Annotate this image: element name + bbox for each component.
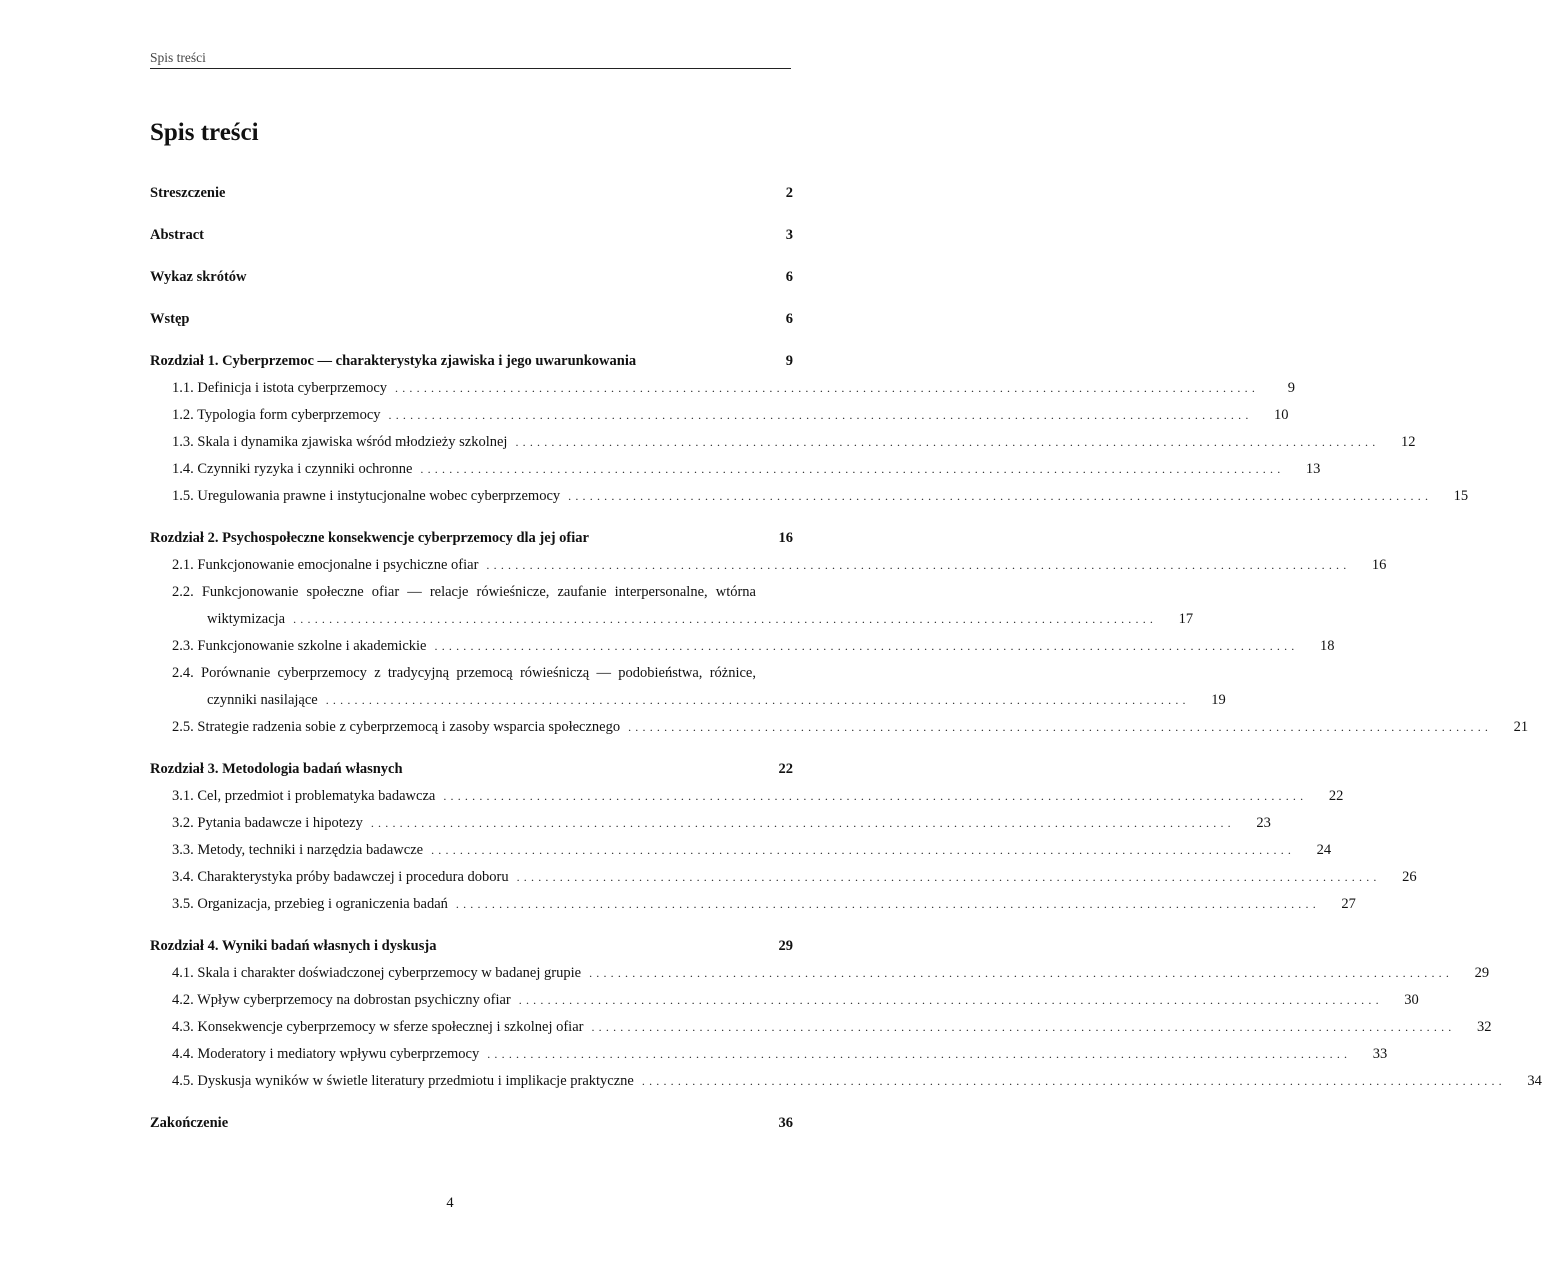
toc-leader: ........................................................................................................................: [434, 639, 1299, 653]
toc-page: 6: [785, 269, 793, 285]
toc-leader: ........................................................................................................................: [641, 1074, 1506, 1088]
toc-leader: ........................................................................................................................: [443, 789, 1308, 803]
toc-leader: ........................................................................................................................: [589, 966, 1454, 980]
page-title: Spis treści: [150, 119, 259, 146]
toc-label-line2: wiktymizacja: [207, 611, 286, 627]
toc-page: 6: [785, 311, 793, 327]
toc-page: 29: [778, 938, 793, 954]
toc-leader: ........................................................................................................................: [628, 720, 1493, 734]
toc-leader: ........................................................................................................................: [516, 870, 1381, 884]
toc-leader: ........................................................................................................................: [591, 1020, 1456, 1034]
toc-label: 2.5. Strategie radzenia sobie z cyberprzemocą i zasoby wsparcia społecznego: [172, 719, 621, 735]
toc-page: 33: [1372, 1046, 1388, 1062]
toc-page: 9: [1287, 380, 1296, 396]
toc-label: 2.3. Funkcjonowanie szkolne i akademickie: [172, 638, 427, 654]
toc-leader: ........................................................................................................................: [325, 693, 1190, 707]
toc-page: 27: [1341, 896, 1356, 912]
toc-entry-3-5[interactable]: [150, 891, 1356, 918]
toc-label: 2.1. Funkcjonowanie emocjonalne i psychiczne ofiar: [172, 557, 479, 573]
toc-label: 4.2. Wpływ cyberprzemocy na dobrostan psychiczny ofiar: [172, 992, 511, 1008]
toc-page: 16: [1371, 557, 1387, 573]
toc-leader: ........................................................................................................................: [568, 489, 1433, 503]
toc-entry-3-1[interactable]: [150, 783, 1344, 810]
toc-entry-wstep[interactable]: [150, 306, 793, 333]
toc-entry-1-5[interactable]: [150, 483, 1469, 510]
toc-chapter-1[interactable]: [150, 348, 793, 375]
toc-chapter-2[interactable]: [150, 525, 793, 552]
toc-entry-1-4[interactable]: [150, 456, 1321, 483]
toc-leader: ........................................................................................................................: [388, 408, 1253, 422]
toc-label: 3.2. Pytania badawcze i hipotezy: [172, 815, 363, 831]
toc-label: 4.5. Dyskusja wyników w świetle literatury przedmiotu i implikacje praktyczne: [172, 1073, 634, 1089]
toc-page: 26: [1402, 869, 1417, 885]
toc-label: Abstract: [150, 227, 204, 243]
toc-label: 3.5. Organizacja, przebieg i ograniczenia badań: [172, 896, 448, 912]
toc-leader: ........................................................................................................................: [293, 612, 1158, 626]
toc-page: 15: [1453, 488, 1469, 504]
running-header: Spis treści: [150, 50, 791, 69]
toc-entry-1-1[interactable]: [150, 375, 1296, 402]
toc-page: 17: [1178, 611, 1194, 627]
toc-label: 1.2. Typologia form cyberprzemocy: [172, 407, 381, 423]
toc-entry-4-4[interactable]: [150, 1041, 1388, 1068]
toc-entry-3-2[interactable]: [150, 810, 1271, 837]
toc-page: 22: [778, 761, 793, 777]
toc-label: 4.1. Skala i charakter doświadczonej cyberprzemocy w badanej grupie: [172, 965, 582, 981]
toc-label: Rozdział 1. Cyberprzemoc — charakterystyka zjawiska i jego uwarunkowania: [150, 353, 637, 369]
toc-label: 1.5. Uregulowania prawne i instytucjonalne wobec cyberprzemocy: [172, 488, 561, 504]
toc-page: 21: [1513, 719, 1529, 735]
toc-page: 30: [1404, 992, 1419, 1008]
toc-leader: ........................................................................................................................: [515, 435, 1380, 449]
toc-entry-2-2[interactable]: [150, 579, 1194, 633]
toc-entry-2-4[interactable]: [150, 660, 1226, 714]
toc-page: 3: [785, 227, 793, 243]
toc-page: 36: [778, 1115, 793, 1131]
table-of-contents: [150, 180, 1542, 1137]
toc-page: 19: [1211, 692, 1226, 708]
toc-entry-1-3[interactable]: [150, 429, 1416, 456]
toc-entry-streszczenie[interactable]: [150, 180, 793, 207]
toc-label: 4.4. Moderatory i mediatory wpływu cyberprzemocy: [172, 1046, 480, 1062]
toc-entry-2-3[interactable]: [150, 633, 1335, 660]
toc-leader: ........................................................................................................................: [486, 558, 1351, 572]
toc-label-line1: 2.2. Funkcjonowanie społeczne ofiar — relacje rówieśnicze, zaufanie interpersonalne, wtórna: [172, 584, 756, 600]
toc-page: 22: [1328, 788, 1344, 804]
toc-leader: ........................................................................................................................: [431, 843, 1296, 857]
toc-page: 10: [1274, 407, 1289, 423]
toc-label: Rozdział 3. Metodologia badań własnych: [150, 761, 403, 777]
toc-entry-4-5[interactable]: [150, 1068, 1542, 1095]
toc-chapter-4[interactable]: [150, 933, 793, 960]
toc-page: 34: [1527, 1073, 1542, 1089]
toc-entry-2-5[interactable]: [150, 714, 1529, 741]
toc-entry-1-2[interactable]: [150, 402, 1289, 429]
toc-entry-zakonczenie[interactable]: [150, 1110, 793, 1137]
toc-label: Zakończenie: [150, 1115, 229, 1131]
toc-entry-4-3[interactable]: [150, 1014, 1492, 1041]
toc-label-line1: 2.4. Porównanie cyberprzemocy z tradycyjną przemocą rówieśniczą — podobieństwa, różnice,: [172, 665, 756, 681]
toc-label: 3.3. Metody, techniki i narzędzia badawcze: [172, 842, 424, 858]
toc-label: 3.4. Charakterystyka próby badawczej i procedura doboru: [172, 869, 509, 885]
toc-entry-4-1[interactable]: [150, 960, 1490, 987]
toc-label: 4.3. Konsekwencje cyberprzemocy w sferze społecznej i szkolnej ofiar: [172, 1019, 584, 1035]
toc-chapter-3[interactable]: [150, 756, 793, 783]
toc-entry-abstract[interactable]: [150, 222, 793, 249]
toc-page: 18: [1320, 638, 1335, 654]
toc-label-line2: czynniki nasilające: [207, 692, 318, 708]
toc-entry-4-2[interactable]: [150, 987, 1419, 1014]
toc-page: 16: [778, 530, 793, 546]
toc-label-line2-row: [172, 606, 1194, 633]
toc-entry-2-1[interactable]: [150, 552, 1387, 579]
toc-label: Rozdział 4. Wyniki badań własnych i dyskusja: [150, 938, 437, 954]
toc-page: 32: [1476, 1019, 1492, 1035]
toc-page: 23: [1256, 815, 1271, 831]
toc-label: 1.4. Czynniki ryzyka i czynniki ochronne: [172, 461, 413, 477]
toc-leader: ........................................................................................................................: [455, 897, 1320, 911]
toc-leader: ........................................................................................................................: [518, 993, 1383, 1007]
toc-page: 29: [1474, 965, 1490, 981]
toc-page: 24: [1316, 842, 1332, 858]
toc-label: Wstęp: [150, 311, 190, 327]
toc-label: 1.1. Definicja i istota cyberprzemocy: [172, 380, 388, 396]
toc-label: Streszczenie: [150, 185, 226, 201]
toc-entry-3-4[interactable]: [150, 864, 1417, 891]
toc-label: 1.3. Skala i dynamika zjawiska wśród młodzieży szkolnej: [172, 434, 508, 450]
toc-leader: ........................................................................................................................: [370, 816, 1235, 830]
toc-page: 13: [1305, 461, 1321, 477]
toc-label: 3.1. Cel, przedmiot i problematyka badawcza: [172, 788, 436, 804]
toc-label: Rozdział 2. Psychospołeczne konsekwencje cyberprzemocy dla jej ofiar: [150, 530, 589, 546]
toc-label-line2-row: [172, 687, 1226, 714]
toc-label: Wykaz skrótów: [150, 269, 247, 285]
toc-page: 9: [785, 353, 793, 369]
toc-page: 12: [1400, 434, 1416, 450]
toc-leader: ........................................................................................................................: [420, 462, 1285, 476]
toc-page: 2: [785, 185, 793, 201]
page-number: 4: [446, 1195, 454, 1211]
toc-leader: ........................................................................................................................: [395, 381, 1260, 395]
toc-leader: ........................................................................................................................: [487, 1047, 1352, 1061]
toc-entry-3-3[interactable]: [150, 837, 1332, 864]
toc-entry-wykaz-skrotow[interactable]: [150, 264, 793, 291]
